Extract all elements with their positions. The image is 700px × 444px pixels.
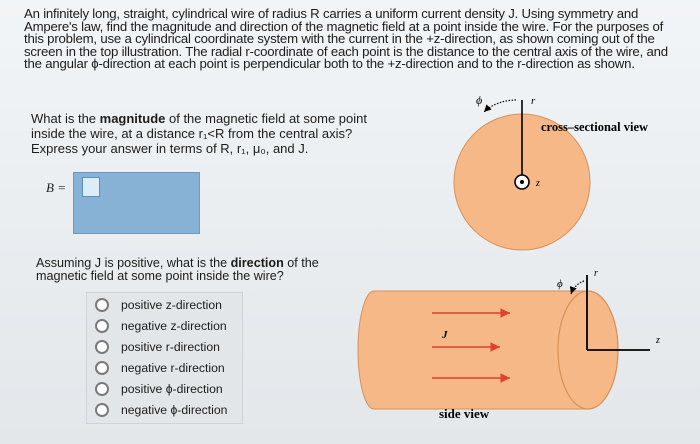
option-label: negative r-direction	[121, 361, 225, 375]
side-view-figure	[358, 268, 660, 421]
q2-text-bold: direction	[230, 256, 284, 270]
q1-text-pre: What is the	[31, 111, 100, 126]
q1-instruction: Express your answer in terms of R, r₁, μ₀, and J.	[31, 141, 309, 156]
cross-section-label: cross–sectional view	[541, 120, 649, 134]
current-dot-icon	[520, 180, 524, 184]
side-view-label: side view	[439, 406, 490, 421]
option-label: negative ϕ-direction	[121, 403, 228, 417]
problem-intro: An infinitely long, straight, cylindrical wire of radius R carries a uniform current density J. Using symmetry and Ampere's law, find the magnitude and direction of the magnetic field at a point inside the wire. For the purposes of this problem, use a cylindrical coordinate system with the current in the +z-direction, as shown coming out of the screen in the top illustration. The radial r-coordinate of each point is the distance to the central axis of the wire, and the angular ϕ-direction at each point is perpendicular both to the +z-direction and to the r-direction as shown.	[24, 6, 668, 72]
cross-section-figure	[454, 93, 648, 250]
wire-side-body	[358, 291, 618, 409]
option-label: positive ϕ-direction	[121, 382, 223, 396]
option-label: positive z-direction	[121, 298, 222, 312]
option-label: negative z-direction	[121, 319, 227, 333]
z-label-top: z	[536, 178, 540, 189]
phi-label-top: ϕ	[476, 93, 483, 107]
phi-arc-arrow	[484, 100, 516, 112]
answer-label: B =	[46, 180, 66, 195]
z-label-side: z	[656, 335, 660, 346]
q1-text-post: of the magnetic field at some point inside the wire, at a distance r₁<R from the central axis?	[31, 111, 367, 141]
q1-text-bold: magnitude	[99, 111, 166, 126]
q2-text-post: of the magnetic field at some point inside the wire?	[36, 256, 319, 283]
q2-text-pre: Assuming J is positive, what is the	[36, 256, 231, 270]
r-label-top: r	[531, 95, 536, 107]
J-label: J	[442, 329, 448, 341]
r-label-side: r	[594, 268, 598, 279]
phi-label-side: ϕ	[557, 278, 563, 290]
option-label: positive r-direction	[121, 340, 220, 354]
